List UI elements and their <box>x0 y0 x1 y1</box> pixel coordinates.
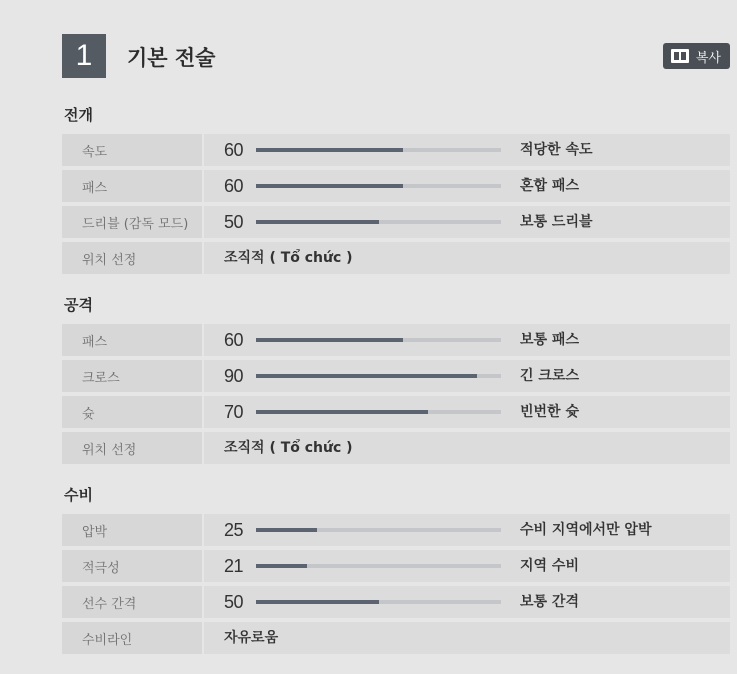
section-title-buildup: 전개 <box>64 106 93 124</box>
tactic-row <box>62 324 730 356</box>
row-text-value: 조직적 ( Tổ chức ) <box>224 250 353 266</box>
copy-label: 복사 <box>695 50 721 66</box>
slider-track <box>256 338 501 342</box>
slider-fill <box>256 410 428 414</box>
row-value-cell <box>204 360 730 392</box>
row-description: 보통 패스 <box>520 332 579 348</box>
slider-track <box>256 220 501 224</box>
row-value-cell <box>204 586 730 618</box>
slider-track <box>256 528 501 532</box>
slider-value: 50 <box>224 592 244 612</box>
row-description: 적당한 속도 <box>520 142 593 158</box>
row-label: 크로스 <box>62 360 202 392</box>
row-value-cell <box>204 206 730 238</box>
row-value-cell <box>204 170 730 202</box>
slider-value: 21 <box>224 556 244 576</box>
slider-track <box>256 600 501 604</box>
slider-track <box>256 564 501 568</box>
slider-value: 90 <box>224 366 244 386</box>
row-label: 패스 <box>62 170 202 202</box>
tactic-title: 기본 전술 <box>127 46 216 70</box>
row-value-cell <box>204 242 730 274</box>
tactic-row <box>62 360 730 392</box>
slider-fill <box>256 338 403 342</box>
row-label: 수비라인 <box>62 622 202 654</box>
row-value-cell <box>204 622 730 654</box>
row-text-value: 조직적 ( Tổ chức ) <box>224 440 353 456</box>
slider-value: 50 <box>224 212 244 232</box>
row-description: 보통 드리블 <box>520 214 593 230</box>
row-text-value: 자유로움 <box>224 630 279 646</box>
row-value-cell <box>204 432 730 464</box>
tactic-row <box>62 170 730 202</box>
tactic-row <box>62 622 730 654</box>
row-value-cell <box>204 134 730 166</box>
slider-track <box>256 184 501 188</box>
row-value-cell <box>204 550 730 582</box>
row-value-cell <box>204 324 730 356</box>
slider-fill <box>256 220 379 224</box>
tactic-row <box>62 550 730 582</box>
tactic-row <box>62 206 730 238</box>
row-value-cell <box>204 514 730 546</box>
row-description: 수비 지역에서만 압박 <box>520 522 652 538</box>
row-label: 패스 <box>62 324 202 356</box>
tactic-row <box>62 242 730 274</box>
slider-value: 60 <box>224 330 244 350</box>
row-label: 슛 <box>62 396 202 428</box>
tactic-row <box>62 514 730 546</box>
slider-fill <box>256 148 403 152</box>
slider-fill <box>256 184 403 188</box>
copy-icon <box>671 49 689 63</box>
row-value-cell <box>204 396 730 428</box>
slider-track <box>256 148 501 152</box>
row-description: 혼합 패스 <box>520 178 579 194</box>
tactic-row <box>62 432 730 464</box>
slider-track <box>256 410 501 414</box>
row-label: 압박 <box>62 514 202 546</box>
slider-value: 60 <box>224 176 244 196</box>
row-description: 긴 크로스 <box>520 368 579 384</box>
slider-fill <box>256 600 379 604</box>
row-label: 드리블 (감독 모드) <box>62 206 202 238</box>
row-description: 빈번한 슛 <box>520 404 579 420</box>
tactic-row <box>62 396 730 428</box>
row-description: 지역 수비 <box>520 558 579 574</box>
row-label: 적극성 <box>62 550 202 582</box>
slider-value: 70 <box>224 402 244 422</box>
slider-value: 25 <box>224 520 244 540</box>
tactic-row <box>62 134 730 166</box>
row-label: 위치 선정 <box>62 242 202 274</box>
copy-button[interactable] <box>663 43 730 69</box>
row-label: 선수 간격 <box>62 586 202 618</box>
row-label: 위치 선정 <box>62 432 202 464</box>
slider-value: 60 <box>224 140 244 160</box>
tactic-number-badge: 1 <box>62 34 106 78</box>
slider-fill <box>256 528 317 532</box>
section-title-attack: 공격 <box>64 296 93 314</box>
slider-fill <box>256 374 477 378</box>
row-label: 속도 <box>62 134 202 166</box>
tactic-header <box>62 34 730 78</box>
section-title-defense: 수비 <box>64 486 93 504</box>
tactic-row <box>62 586 730 618</box>
row-description: 보통 간격 <box>520 594 579 610</box>
slider-fill <box>256 564 307 568</box>
slider-track <box>256 374 501 378</box>
